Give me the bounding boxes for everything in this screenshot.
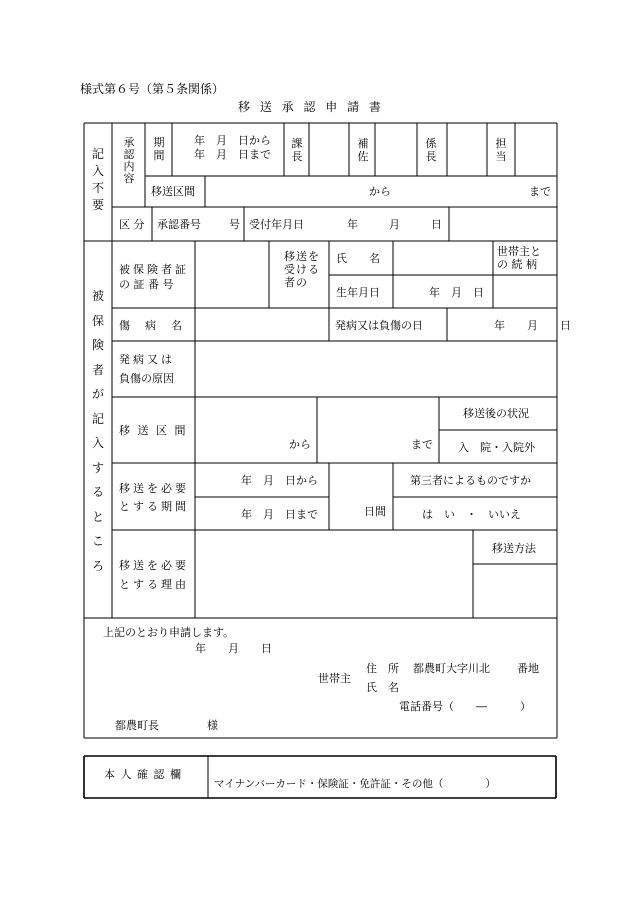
- declaration-date: 年 月 日: [195, 642, 272, 655]
- days-label: 日間: [364, 505, 386, 518]
- third-party-label: 第三者によるものですか: [410, 474, 531, 487]
- birth-date-value: 年 月 日: [429, 286, 484, 299]
- office-route-label: 移送区間: [151, 185, 195, 198]
- period-to: 年 月 日まで: [241, 508, 318, 521]
- office-route-to: まで: [529, 185, 551, 198]
- assistant-label: 補佐: [357, 137, 369, 163]
- period-from: 年 月 日から: [241, 474, 318, 487]
- patient-label: 移送を受ける者の: [284, 250, 320, 289]
- address-value: 都農町大字川北: [413, 662, 490, 675]
- approval-number-suffix: 号: [229, 218, 240, 231]
- route-label: 移 送 区 間: [119, 424, 188, 437]
- office-period-from: 年 月 日から: [194, 134, 271, 147]
- subsection-chief-label: 係長: [425, 137, 437, 163]
- form-title: 移 送 承 認 申 請 書: [238, 100, 384, 114]
- period-label-1: 移送を必要: [119, 482, 189, 495]
- honorific: 様: [207, 719, 218, 732]
- onset-date-value: 年 月 日: [494, 319, 571, 332]
- name-label: 氏 名: [336, 252, 380, 265]
- category-label: 区 分: [119, 218, 145, 231]
- received-month: 月: [389, 218, 400, 231]
- relation-label-2: の 続 柄: [497, 258, 537, 271]
- applicant-section-label: 被保険者が記入するところ: [91, 289, 104, 573]
- transport-method-label: 移送方法: [492, 542, 536, 555]
- route-to: まで: [411, 438, 433, 451]
- staff-label: 担当: [495, 137, 507, 163]
- period-label: 期間: [153, 136, 165, 162]
- insurance-number-label-1: 被保険者証: [119, 263, 189, 276]
- approval-content-label: 承認内容: [123, 136, 135, 185]
- addressee: 都農町長: [115, 719, 159, 732]
- cause-label-2: 負傷の原因: [119, 372, 174, 385]
- form-number: 様式第６号（第５条関係）: [80, 82, 225, 96]
- period-label-2: とする期間: [119, 500, 189, 513]
- received-date-label: 受付年月日: [249, 218, 304, 231]
- cause-label-1: 発病又は: [119, 353, 175, 366]
- insurance-number-label-2: の 証 番 号: [119, 278, 174, 291]
- phone-label: 電話番号（ ― ）: [399, 700, 531, 713]
- received-day: 日: [431, 218, 442, 231]
- householder-name-label: 氏 名: [366, 681, 399, 694]
- address-suffix: 番地: [517, 662, 539, 675]
- status-options[interactable]: 入 院・入院外: [458, 441, 535, 454]
- approval-number-label: 承認番号: [157, 218, 201, 231]
- office-use-label: 記入不要: [91, 147, 104, 212]
- disease-name-label: 傷 病 名: [119, 319, 184, 332]
- office-period-to: 年 月 日まで: [194, 148, 271, 161]
- third-party-options[interactable]: は い ・ いいえ: [422, 508, 521, 521]
- office-route-from: から: [369, 185, 391, 198]
- onset-date-label: 発病又は負傷の日: [335, 319, 423, 332]
- status-label: 移送後の状況: [463, 407, 529, 420]
- section-chief-label: 課長: [291, 137, 303, 163]
- reason-label-2: とする理由: [119, 578, 189, 591]
- received-year: 年: [347, 218, 358, 231]
- insurance-number-value[interactable]: [200, 250, 264, 302]
- address-label: 住 所: [366, 662, 399, 675]
- route-from: から: [289, 438, 311, 451]
- reason-label-1: 移送を必要: [119, 559, 189, 572]
- id-check-label: 本 人 確 認 欄: [104, 768, 182, 781]
- birth-date-label: 生年月日: [336, 286, 380, 299]
- householder-label: 世帯主: [318, 672, 351, 685]
- declaration-statement: 上記のとおり申請します。: [103, 626, 235, 639]
- relation-label-1: 世帯主と: [497, 245, 541, 258]
- id-check-options[interactable]: マイナンバーカード・保険証・免許証・その他（ ）: [214, 778, 496, 790]
